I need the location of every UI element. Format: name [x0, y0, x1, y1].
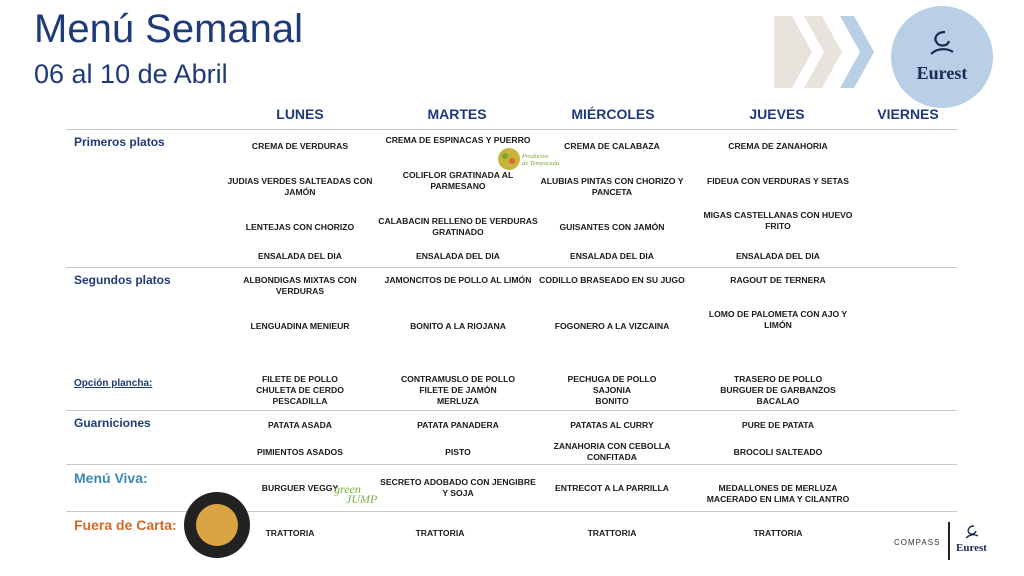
menu-item: MIGAS CASTELLANAS CON HUEVO FRITO — [703, 210, 853, 231]
logo-separator — [948, 522, 950, 560]
menu-item: TRATTORIA — [753, 528, 803, 538]
pasta-dish-image — [184, 492, 250, 558]
menu-item: JUDIAS VERDES SALTEADAS CON JAMÓN — [227, 176, 373, 197]
menu-item: MEDALLONES DE MERLUZA MACERADO EN LIMA Y CILANTRO — [706, 483, 850, 504]
menu-item — [220, 374, 380, 407]
badge-text: Productos — [522, 153, 549, 160]
menu-item: TRATTORIA — [587, 528, 637, 538]
divider — [66, 129, 957, 130]
menu-item: TRATTORIA — [415, 528, 465, 538]
menu-item: ZANAHORIA CON CEBOLLA CONFITADA — [553, 441, 671, 462]
chevron-decoration-icon — [770, 14, 880, 90]
menu-item: RAGOUT DE TERNERA — [730, 275, 826, 285]
divider — [66, 464, 957, 465]
day-header-lunes: LUNES — [276, 106, 324, 122]
menu-line: BONITO — [595, 396, 629, 406]
menu-item: ENSALADA DEL DIA — [735, 251, 821, 261]
menu-line: PECHUGA DE POLLO — [567, 374, 657, 384]
menu-item: PISTO — [445, 447, 471, 457]
menu-item: CALABACIN RELLENO DE VERDURAS GRATINADO — [378, 216, 538, 237]
menu-line: BURGUER DE GARBANZOS — [720, 385, 836, 395]
menu-item: PATATA ASADA — [268, 420, 332, 430]
section-plancha-label[interactable]: Opción plancha — [74, 378, 150, 389]
section-primeros: Primeros platos — [74, 135, 165, 149]
menu-item: LENGUADINA MENIEUR — [250, 321, 350, 331]
section-fuera-carta: Fuera de Carta: — [74, 517, 177, 533]
day-header-martes: MARTES — [427, 106, 487, 122]
menu-item — [532, 374, 692, 407]
menu-item: CREMA DE ESPINACAS Y PUERRO — [385, 135, 531, 145]
eurest-mark-icon — [927, 28, 957, 62]
green-jump-badge — [334, 484, 377, 504]
menu-line: MERLUZA — [436, 396, 479, 406]
page-subtitle: 06 al 10 de Abril — [34, 59, 228, 89]
menu-item — [378, 374, 538, 407]
pasta-icon — [196, 504, 238, 546]
day-header-miercoles: MIÉRCOLES — [571, 106, 655, 122]
menu-item: COLIFLOR GRATINADA AL PARMESANO — [402, 170, 514, 191]
section-guarniciones: Guarniciones — [74, 416, 151, 430]
menu-item: FOGONERO A LA VIZCAINA — [554, 321, 670, 331]
menu-item: ALUBIAS PINTAS CON CHORIZO Y PANCETA — [540, 176, 684, 197]
divider — [66, 410, 957, 411]
badge-text: JUMP — [346, 492, 378, 506]
eurest-mark-icon — [964, 524, 980, 540]
seasonal-produce-icon — [497, 147, 559, 173]
eurest-logo-text: Eurest — [916, 63, 968, 83]
menu-item: TRATTORIA — [265, 528, 315, 538]
menu-line: CHULETA DE CERDO — [256, 385, 344, 395]
divider — [66, 267, 957, 268]
menu-line: PESCADILLA — [272, 396, 328, 406]
menu-line: SAJONIA — [592, 385, 632, 395]
menu-item: BONITO A LA RIOJANA — [410, 321, 506, 331]
menu-item: ENTRECOT A LA PARRILLA — [555, 483, 669, 493]
menu-item: GUISANTES CON JAMÓN — [559, 222, 665, 232]
section-plancha[interactable]: Opción plancha: — [74, 378, 153, 389]
menu-item: PIMIENTOS ASADOS — [257, 447, 343, 457]
menu-item: LOMO DE PALOMETA CON AJO Y LIMÓN — [708, 309, 848, 330]
menu-line: CONTRAMUSLO DE POLLO — [400, 374, 516, 384]
menu-line: FILETE DE JAMÓN — [419, 385, 497, 395]
day-header-viernes: VIERNES — [877, 106, 939, 122]
menu-item: CREMA DE ZANAHORIA — [728, 141, 828, 151]
menu-item: JAMONCITOS DE POLLO AL LIMÓN — [384, 275, 532, 285]
menu-line: TRASERO DE POLLO — [733, 374, 823, 384]
compass-logo: COMPASS — [894, 538, 941, 547]
badge-text: green — [334, 482, 361, 496]
menu-item: PATATAS AL CURRY — [570, 420, 654, 430]
menu-item: CREMA DE VERDURAS — [251, 141, 349, 151]
section-segundos: Segundos platos — [74, 273, 171, 287]
footer-logos — [888, 522, 998, 562]
menu-item: BURGUER VEGGY — [261, 483, 339, 493]
menu-item: PURE DE PATATA — [741, 420, 815, 430]
menu-item: CODILLO BRASEADO EN SU JUGO — [539, 275, 685, 285]
eurest-small-logo: Eurest — [956, 542, 987, 554]
section-menu-viva: Menú Viva: — [74, 470, 148, 486]
productos-temporada-badge — [497, 147, 559, 178]
day-header-jueves: JUEVES — [749, 106, 805, 122]
menu-item — [698, 374, 858, 407]
menu-item: FIDEUA CON VERDURAS Y SETAS — [707, 176, 849, 186]
menu-item: LENTEJAS CON CHORIZO — [245, 222, 355, 232]
menu-item: ENSALADA DEL DIA — [415, 251, 501, 261]
menu-item: ENSALADA DEL DIA — [257, 251, 343, 261]
menu-item: SECRETO ADOBADO CON JENGIBRE Y SOJA — [380, 477, 536, 498]
menu-item: BROCOLI SALTEADO — [733, 447, 823, 457]
menu-item: ALBONDIGAS MIXTAS CON VERDURAS — [243, 275, 357, 296]
menu-line: BACALAO — [756, 396, 800, 406]
badge-text: de Temporada — [522, 160, 559, 167]
menu-line: FILETE DE POLLO — [262, 374, 338, 384]
menu-item: CREMA DE CALABAZA — [564, 141, 660, 151]
menu-item: PATATA PANADERA — [417, 420, 499, 430]
menu-item: ENSALADA DEL DIA — [569, 251, 655, 261]
page-title: Menú Semanal — [34, 7, 304, 51]
eurest-logo — [891, 6, 993, 108]
